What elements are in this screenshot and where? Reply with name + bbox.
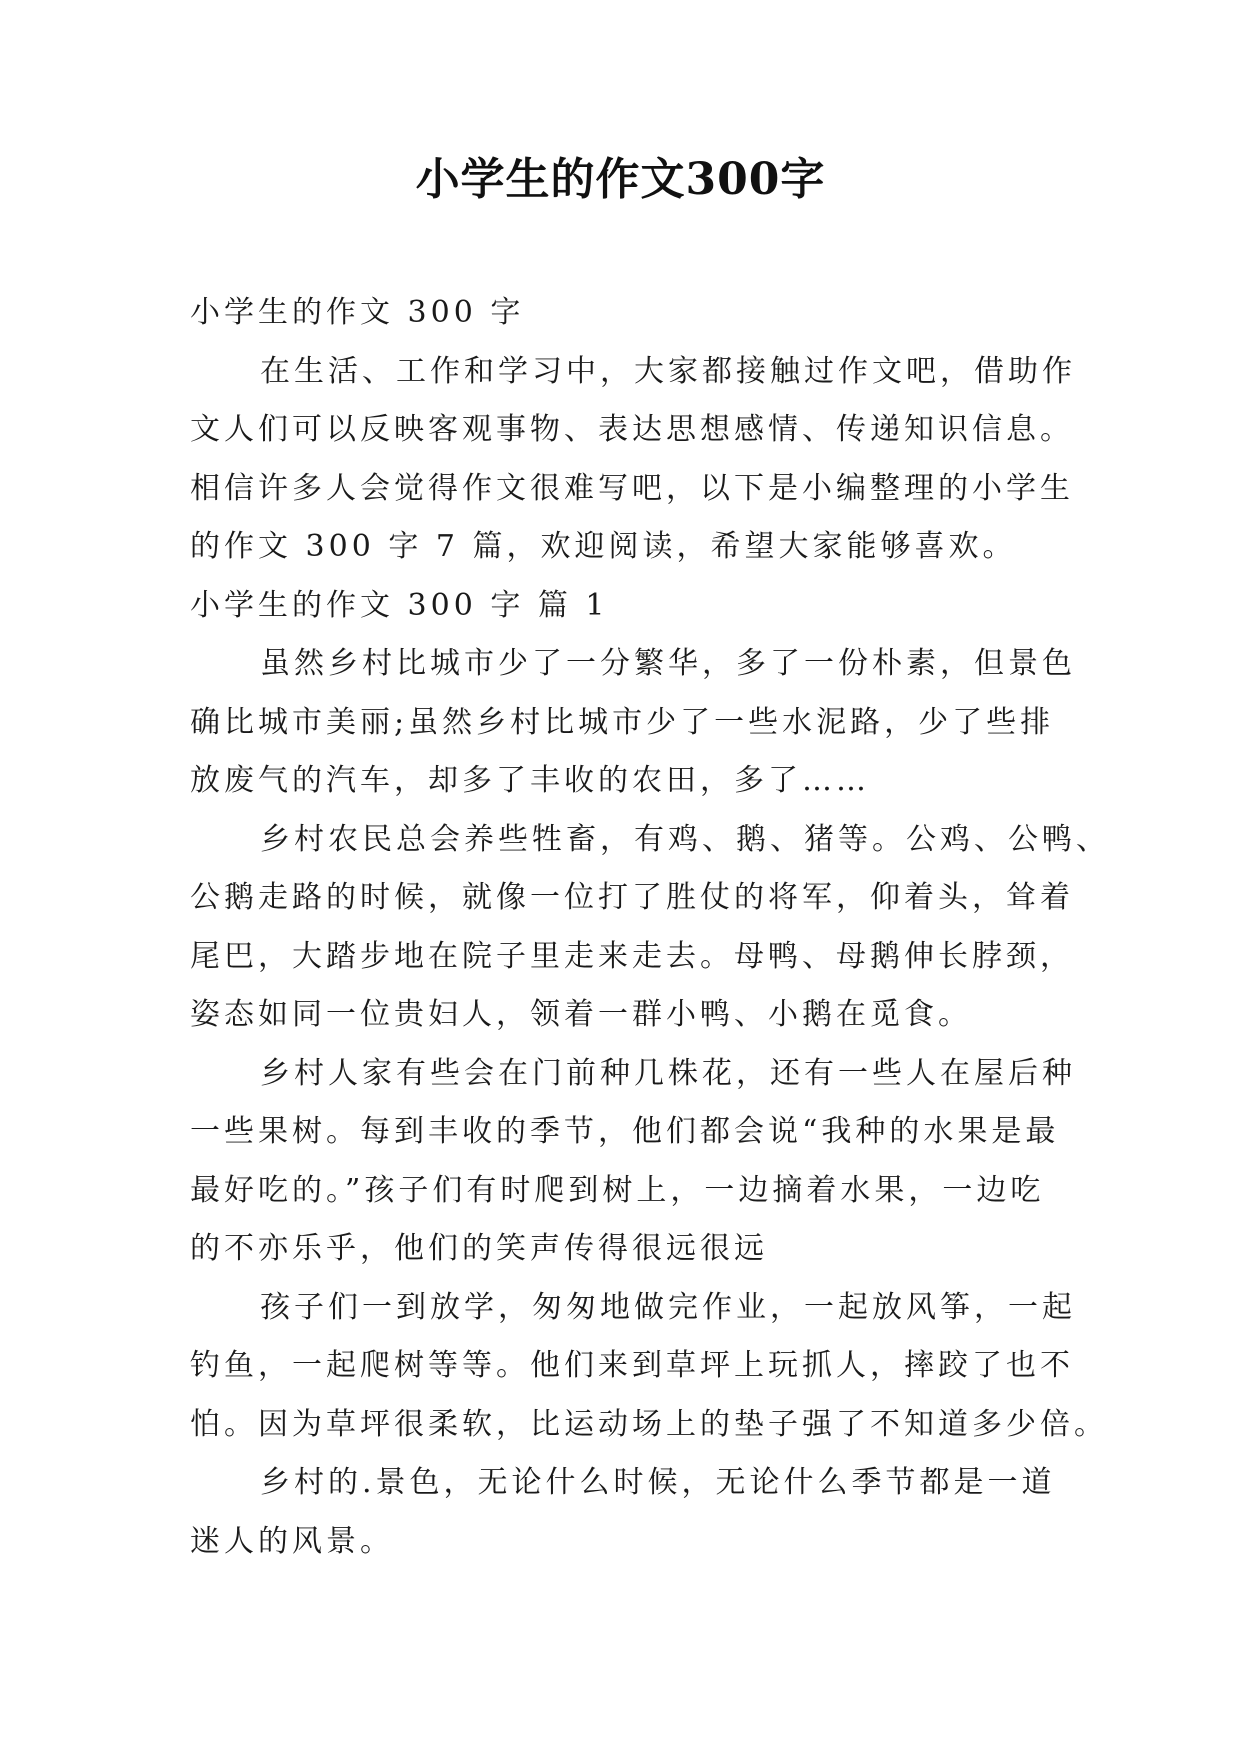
paragraph-line: 确比城市美丽;虽然乡村比城市少了一些水泥路，少了些排: [190, 704, 1055, 740]
paragraph-line: 相信许多人会觉得作文很难写吧，以下是小编整理的小学生: [190, 470, 1074, 506]
paragraph-line: 姿态如同一位贵妇人，领着一群小鸭、小鹅在觅食。: [190, 997, 972, 1032]
paragraph-line: 尾巴，大踏步地在院子里走来走去。母鸭、母鹅伸长脖颈，: [190, 938, 1074, 974]
paragraph-line: 在生活、工作和学习中，大家都接触过作文吧，借助作: [260, 353, 1076, 389]
paragraph-line: 虽然乡村比城市少了一分繁华，多了一份朴素，但景色: [260, 646, 1076, 681]
document-title: 小学生的作文300字: [415, 154, 826, 205]
paragraph-line: 的不亦乐乎，他们的笑声传得很远很远: [190, 1231, 768, 1266]
paragraph-line: 公鹅走路的时候，就像一位打了胜仗的将军，仰着头，耸着: [190, 880, 1074, 915]
paragraph-line: 孩子们一到放学，匆匆地做完作业，一起放风筝，一起: [260, 1289, 1076, 1325]
paragraph-line: 怕。因为草坪很柔软，比运动场上的垫子强了不知道多少倍。: [190, 1406, 1108, 1442]
subtitle-line: 小学生的作文 300 字: [190, 295, 525, 330]
paragraph-line: 最好吃的。”孩子们有时爬到树上，一边摘着水果，一边吃: [190, 1172, 1045, 1208]
paragraph-line: 放废气的汽车，却多了丰收的农田，多了……: [190, 763, 870, 798]
paragraph-line: 钓鱼，一起爬树等等。他们来到草坪上玩抓人，摔跤了也不: [190, 1348, 1074, 1383]
document-body: [190, 284, 1110, 1571]
paragraph-line: 一些果树。每到丰收的季节，他们都会说“我种的水果是最: [190, 1114, 1060, 1149]
paragraph-line: 迷人的风景。: [190, 1523, 394, 1559]
paragraph-line: 乡村的.景色，无论什么时候，无论什么季节都是一道: [260, 1465, 1056, 1500]
paragraph-line: 文人们可以反映客观事物、表达思想感情、传递知识信息。: [190, 412, 1074, 447]
section-heading: 小学生的作文 300 字 篇 1: [190, 587, 609, 623]
paragraph-line: 乡村农民总会养些牲畜，有鸡、鹅、猪等。公鸡、公鸭、: [260, 821, 1110, 857]
paragraph-line: 乡村人家有些会在门前种几株花，还有一些人在屋后种: [260, 1055, 1076, 1091]
paragraph-line: 的作文 300 字 7 篇，欢迎阅读，希望大家能够喜欢。: [190, 529, 1017, 564]
